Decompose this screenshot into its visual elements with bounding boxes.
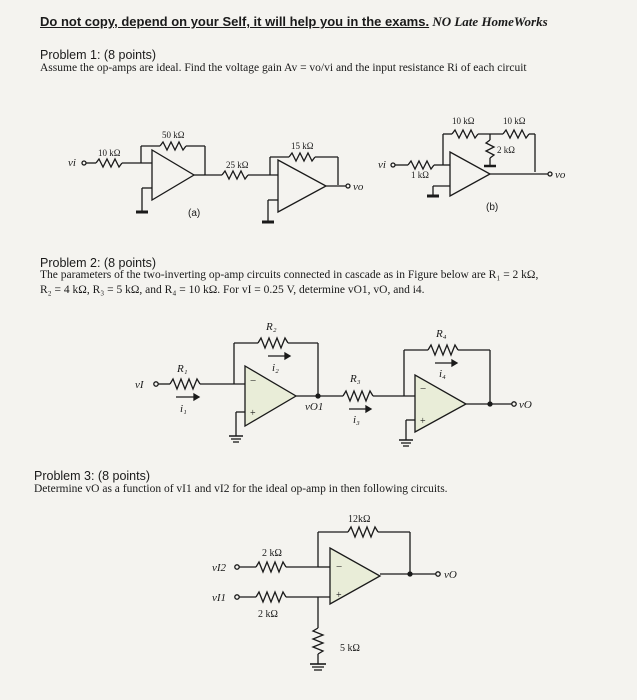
label-a-rfb2: 15 kΩ [291, 141, 314, 151]
resistor-b-in [408, 161, 434, 169]
label-p2-i4: i₄ [439, 368, 446, 380]
label-b-rin: 1 kΩ [411, 170, 429, 180]
label-a-vin: vi [68, 157, 76, 169]
opamp-a2 [278, 160, 326, 212]
problem3-text: Determine vO as a function of vI1 and vI2 for the ideal op-amp in then following circuits. [34, 483, 448, 495]
opamp-b [450, 152, 490, 196]
label-p3-rg: 5 kΩ [340, 643, 360, 654]
label-p3-rb: 2 kΩ [258, 609, 278, 620]
circuit-p2 [154, 338, 516, 446]
label-p3-plus: + [336, 590, 342, 601]
label-b-rtop2: 10 kΩ [503, 116, 526, 126]
problem2-title: Problem 2: (8 points) [40, 256, 157, 270]
label-p2-minus2: − [420, 383, 427, 395]
label-p2-i1: i₁ [180, 403, 187, 415]
resistor-a-mid [222, 171, 248, 179]
resistor-p3-f [348, 527, 378, 537]
label-p2-vi: vI [135, 379, 144, 391]
header-late-notice: NO Late HomeWorks [432, 14, 548, 29]
label-p2-i2: i₂ [272, 362, 279, 374]
label-p2-r2: R₂ [266, 321, 277, 333]
label-p2-r4: R₄ [436, 328, 447, 340]
label-b-vout: vo [555, 169, 566, 181]
problem2-line2: R₂ = 4 kΩ, R₃ = 5 kΩ, and R₄ = 10 kΩ. For vI = 0.25 V, determine vO1, vO, and i4. [40, 284, 425, 296]
label-b-vin: vi [378, 159, 386, 171]
label-a-tag: (a) [188, 208, 201, 219]
label-b-rshunt: 2 kΩ [497, 145, 515, 155]
opamp-a1 [152, 150, 194, 200]
problem1-text: Assume the op-amps are ideal. Find the voltage gain Av = vo/vi and the input resistance Ri of each circuit [40, 62, 527, 74]
label-a-vout: vo [353, 181, 364, 193]
header-warning: Do not copy, depend on your Self, it will help you in the exams. [40, 14, 430, 29]
label-p2-plus2: + [420, 416, 426, 427]
resistor-b-top1 [452, 130, 478, 138]
label-p3-ra: 2 kΩ [262, 548, 282, 559]
label-p3-vi1: vI1 [212, 592, 227, 604]
label-p2-minus1: − [250, 375, 257, 387]
label-b-tag: (b) [486, 202, 499, 213]
label-p2-vo1: vO1 [305, 401, 324, 413]
label-p2-r1: R₁ [177, 363, 188, 375]
label-p3-minus: − [336, 561, 343, 573]
resistor-r3 [343, 391, 373, 401]
problem2-line1: The parameters of the two-inverting op-amp circuits connected in cascade as in Figure below are R₁ = 2 kΩ, [40, 269, 539, 281]
circuit-a [82, 142, 350, 222]
resistor-a-fb2 [289, 153, 315, 161]
resistor-p3-a [256, 562, 286, 572]
label-a-rmid: 25 kΩ [226, 160, 249, 170]
resistor-b-shunt [486, 140, 494, 158]
label-p2-r3: R₃ [350, 373, 361, 385]
label-p3-vi2: vI2 [212, 562, 227, 574]
label-p3-rf: 12kΩ [348, 514, 371, 525]
resistor-p3-b [256, 592, 286, 602]
circuit-b [391, 130, 552, 196]
problem3-title: Problem 3: (8 points) [34, 469, 151, 483]
resistor-r1 [170, 379, 200, 389]
resistor-r4 [428, 345, 458, 355]
resistor-b-top2 [503, 130, 529, 138]
resistor-a-in [96, 159, 122, 167]
resistor-r2 [258, 338, 288, 348]
label-p2-vo: vO [519, 399, 532, 411]
problem1-title: Problem 1: (8 points) [40, 48, 157, 62]
label-p2-plus1: + [250, 408, 256, 419]
resistor-a-fb1 [160, 142, 186, 150]
resistor-p3-g [313, 628, 323, 654]
label-p3-vo: vO [444, 569, 457, 581]
label-b-rtop1: 10 kΩ [452, 116, 475, 126]
label-p2-i3: i₃ [353, 414, 360, 426]
label-a-rfb1: 50 kΩ [162, 130, 185, 140]
label-a-rin: 10 kΩ [98, 148, 121, 158]
